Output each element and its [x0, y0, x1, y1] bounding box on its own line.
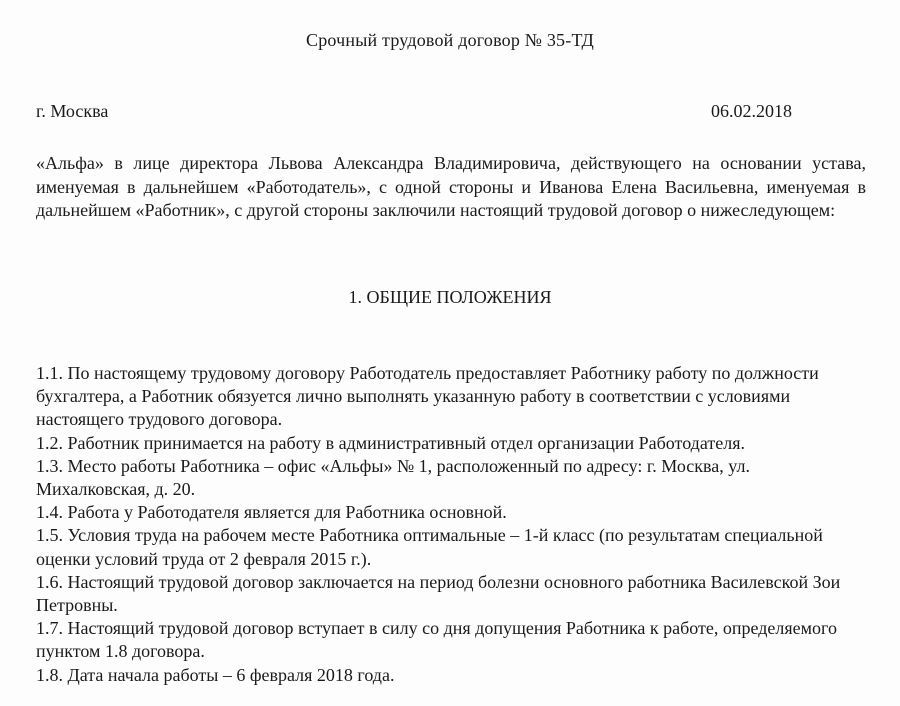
clause-1-1: 1.1. По настоящему трудовому договору Работодатель предоставляет Работнику работу по должности бухгалтера, а Работник обязуется лично выполнять указанную работу в соответствии с условиями настоящего трудового договора.	[36, 363, 819, 430]
document-city: г. Москва	[36, 101, 109, 121]
clause-1-6: 1.6. Настоящий трудовой договор заключается на период болезни основного работника Василевской Зои Петровны.	[36, 571, 841, 616]
clause-1-8: 1.8. Дата начала работы – 6 февраля 2018 года.	[36, 664, 395, 685]
document-title: Срочный трудовой договор № 35-ТД	[305, 30, 594, 50]
section-heading: 1. ОБЩИЕ ПОЛОЖЕНИЯ	[348, 287, 552, 307]
clause-list	[36, 362, 851, 687]
clause-1-7: 1.7. Настоящий трудовой договор вступает в силу со дня допущения Работника к работе, определяемого пунктом 1.8 договора.	[36, 618, 837, 662]
preamble-paragraph: «Альфа» в лице директора Львова Александра Владимировича, действующего на основании устава, именуемая в дальнейшем «Работодатель», с одной стороны и Иванова Елена Васильевна, именуемая в дальнейшем «Работник», с другой стороны заключили настоящий трудовой договор о нижеследующем:	[36, 153, 866, 220]
document-date: 06.02.2018	[711, 101, 792, 121]
clause-1-4: 1.4. Работа у Работодателя является для Работника основной.	[36, 502, 507, 523]
clause-1-3: 1.3. Место работы Работника – офис «Альфы» № 1, расположенный по адресу: г. Москва, ул. Михалковская, д. 20.	[36, 455, 750, 500]
clause-1-2: 1.2. Работник принимается на работу в административный отдел организации Работодателя.	[36, 432, 745, 453]
clause-1-5: 1.5. Условия труда на рабочем месте Работника оптимальные – 1-й класс (по результатам специальной оценки условий труда от 2 февраля 2015 г.).	[36, 525, 823, 569]
